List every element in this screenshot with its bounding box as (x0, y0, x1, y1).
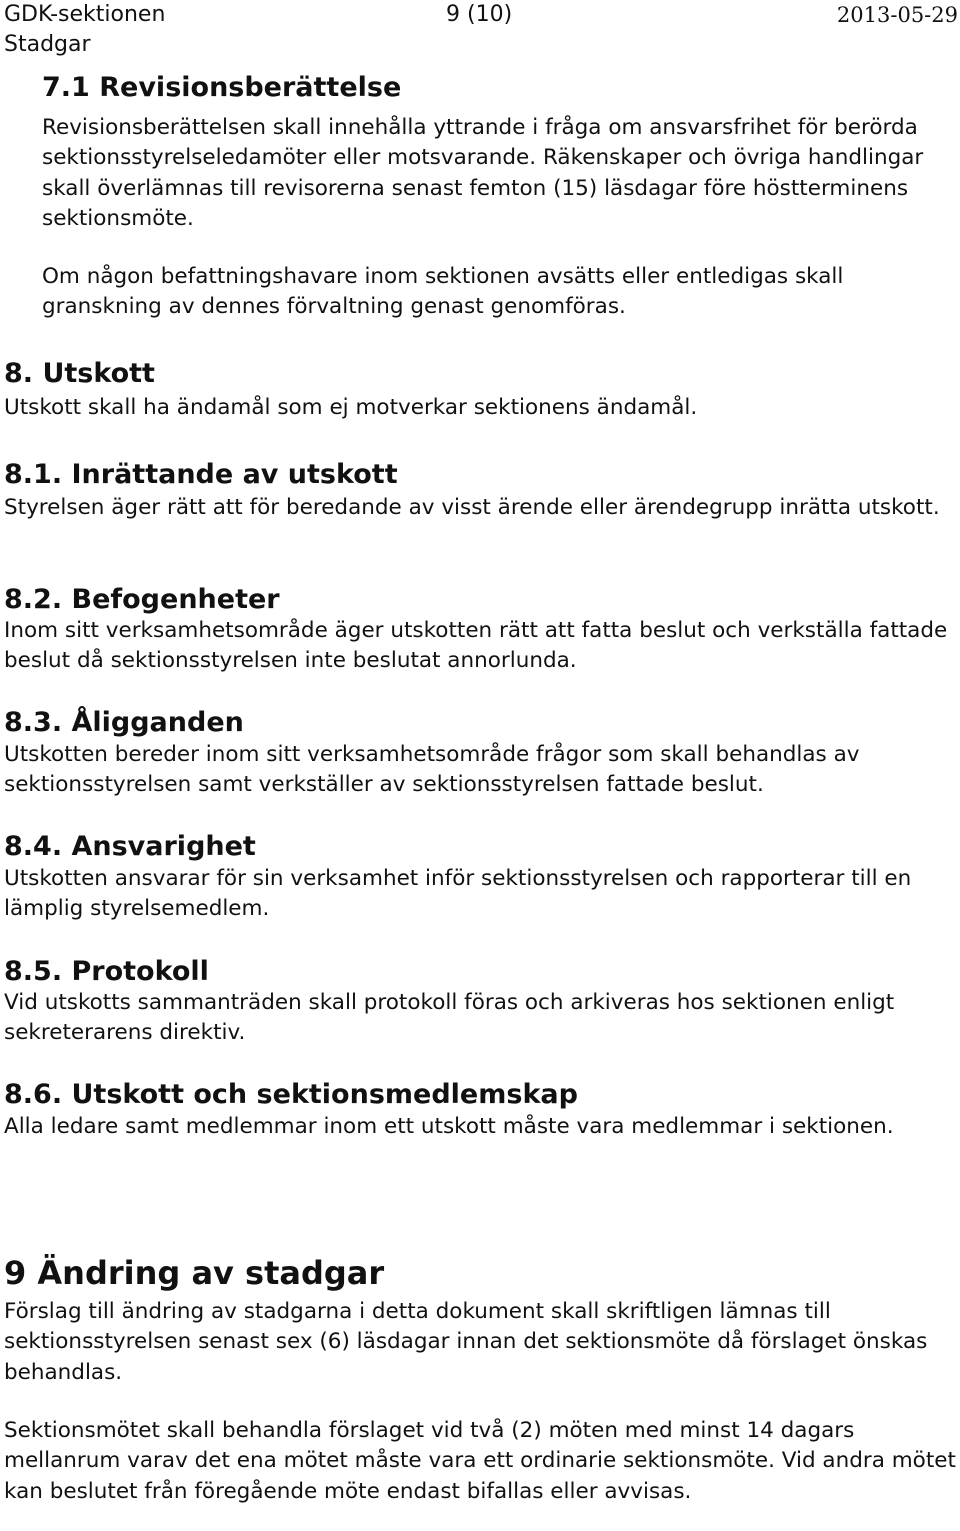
paragraph: Förslag till ändring av stadgarna i detta dokument skall skriftligen lämnas till sektionsstyrelsen senast sex (6) läsdagar innan det sektionsmöte då förslaget önskas behandlas. (4, 1299, 928, 1385)
paragraph: Utskotten bereder inom sitt verksamhetsområde frågor som skall behandlas av sektionsstyrelsen samt verkställer av sektionsstyrelsen fattade beslut. (4, 742, 860, 798)
section-8 (4, 358, 958, 390)
section-title: 8.5. Protokoll (4, 956, 209, 987)
paragraph: Utskott skall ha ändamål som ej motverkar sektionens ändamål. (4, 395, 698, 420)
section-8-6 (4, 1079, 958, 1111)
section-9-body (4, 1297, 958, 1388)
paragraph: Revisionsberättelsen skall innehålla yttrande i fråga om ansvarsfrihet för berörda sektionsstyrelseledamöter eller motsvarande. Räkenskaper och övriga handlingar skall överlämnas till revisorerna senast femton (15) läsdagar före höstterminens sektionsmöte. (42, 115, 924, 231)
section-8-5-body (4, 988, 958, 1049)
section-8-6-body (4, 1112, 958, 1142)
section-8-3 (4, 707, 958, 739)
paragraph: Inom sitt verksamhetsområde äger utskotten rätt att fatta beslut och verkställa fattade beslut då sektionsstyrelsen inte beslutat annorlunda. (4, 618, 948, 674)
section-9 (4, 1255, 958, 1291)
section-title: 8.3. Åligganden (4, 707, 244, 738)
page-number: 9 (10) (446, 2, 513, 27)
section-title: 7.1 Revisionsberättelse (42, 72, 402, 103)
section-7-1 (42, 72, 958, 104)
section-8-5 (4, 956, 958, 988)
section-8-4-body (4, 864, 958, 925)
section-7-1-body (42, 113, 958, 234)
section-name: GDK-sektionen (4, 2, 166, 27)
section-title: 8. Utskott (4, 358, 155, 389)
section-title: 8.1. Inrättande av utskott (4, 459, 398, 490)
section-8-2 (4, 584, 958, 616)
section-7-1-body-2 (42, 262, 958, 323)
section-8-2-body (4, 616, 958, 677)
paragraph: Styrelsen äger rätt att för beredande av visst ärende eller ärendegrupp inrätta utskott. (4, 495, 940, 520)
section-8-body (4, 393, 958, 423)
paragraph: Vid utskotts sammanträden skall protokoll föras och arkiveras hos sektionen enligt sekreterarens direktiv. (4, 990, 895, 1046)
document-name: Stadgar (4, 32, 91, 57)
paragraph: Utskotten ansvarar för sin verksamhet inför sektionsstyrelsen och rapporterar till en lämplig styrelsemedlem. (4, 866, 912, 922)
section-title: 8.2. Befogenheter (4, 584, 280, 615)
section-title: 8.6. Utskott och sektionsmedlemskap (4, 1079, 578, 1110)
paragraph: Sektionsmötet skall behandla förslaget vid två (2) möten med minst 14 dagars mellanrum varav det ena mötet måste vara ett ordinarie sektionsmöte. Vid andra mötet kan beslutet från föregående möte endast bifallas eller avvisas. (4, 1418, 956, 1504)
chapter-title: 9 Ändring av stadgar (4, 1254, 385, 1292)
section-9-body-2 (4, 1416, 958, 1507)
paragraph: Alla ledare samt medlemmar inom ett utskott måste vara medlemmar i sektionen. (4, 1114, 894, 1139)
section-title: 8.4. Ansvarighet (4, 831, 256, 862)
section-8-1 (4, 459, 958, 491)
document-date: 2013-05-29 (836, 3, 958, 27)
section-8-3-body (4, 740, 958, 801)
section-8-1-body (4, 493, 958, 523)
paragraph: Om någon befattningshavare inom sektionen avsätts eller entledigas skall granskning av dennes förvaltning genast genomföras. (42, 264, 844, 320)
section-8-4 (4, 831, 958, 863)
